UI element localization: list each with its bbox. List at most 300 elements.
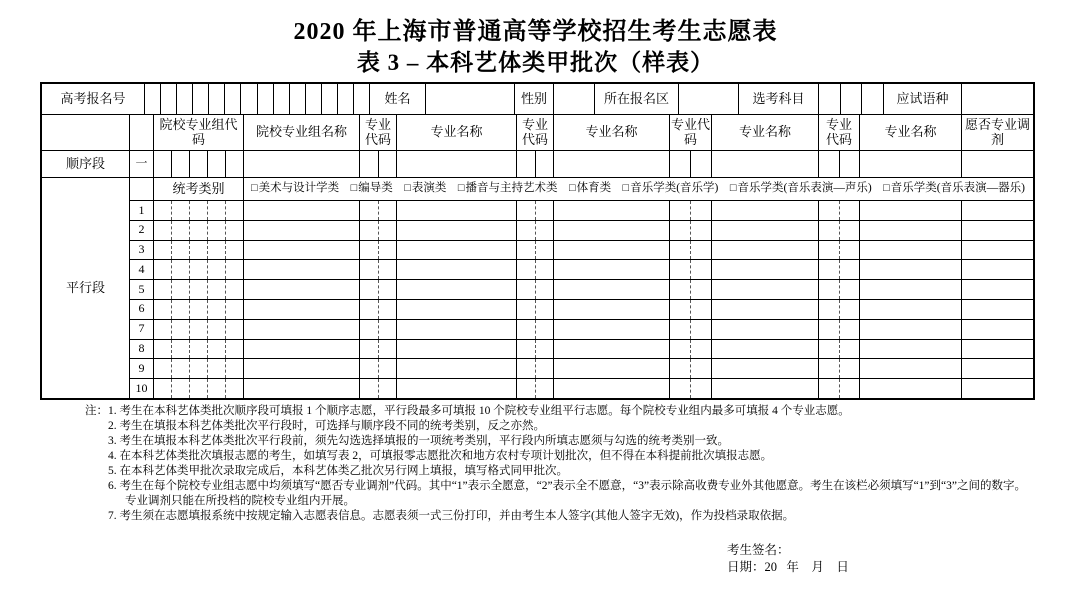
major-code-cell <box>517 241 554 260</box>
major-name-cell[interactable] <box>712 340 819 359</box>
sequence-major-name-cell[interactable] <box>860 151 962 177</box>
major-code-digit-box[interactable] <box>819 241 840 260</box>
sequence-major-name-cell[interactable] <box>397 151 517 177</box>
group-code-digit-box[interactable] <box>190 260 208 279</box>
major-code-digit-box[interactable] <box>517 359 536 378</box>
major-name-cell[interactable] <box>860 379 962 398</box>
group-code-digit-box[interactable] <box>226 359 243 378</box>
major-code-digit-box[interactable] <box>691 320 711 339</box>
group-code-digit-box[interactable] <box>208 241 226 260</box>
major-code-digit-box[interactable] <box>536 151 554 177</box>
group-code-digit-box[interactable] <box>154 359 172 378</box>
major-code-digit-box[interactable] <box>691 241 711 260</box>
group-code-digit-box[interactable] <box>154 241 172 260</box>
adjustment-cell[interactable] <box>962 280 1033 299</box>
major-code-digit-box[interactable] <box>360 300 379 319</box>
major-code-digit-box[interactable] <box>819 359 840 378</box>
header-spacer-left <box>42 115 130 150</box>
major-code-digit-box[interactable] <box>840 320 860 339</box>
major-code-digit-box[interactable] <box>360 320 379 339</box>
sequence-major-code-cell <box>819 151 860 177</box>
group-code-digit-box[interactable] <box>190 320 208 339</box>
major-name-cell[interactable] <box>397 320 517 339</box>
group-name-cell[interactable] <box>244 340 360 359</box>
major-name-cell[interactable] <box>712 379 819 398</box>
major-code-cell <box>360 201 397 220</box>
major-name-cell[interactable] <box>860 340 962 359</box>
major-code-digit-box[interactable] <box>360 201 379 220</box>
sequence-adjustment-cell[interactable] <box>962 151 1033 177</box>
group-code-digit-box[interactable] <box>226 221 243 240</box>
group-code-digit-box[interactable] <box>190 241 208 260</box>
group-name-cell[interactable] <box>244 379 360 398</box>
language-label: 应试语种 <box>884 84 962 114</box>
major-code-digit-box[interactable] <box>840 359 860 378</box>
major-name-cell[interactable] <box>554 241 670 260</box>
gender-field[interactable] <box>554 84 595 114</box>
reg-no-digit-box[interactable] <box>145 84 161 114</box>
exam-type-option <box>458 182 558 195</box>
major-code-digit-box[interactable] <box>360 260 379 279</box>
major-code-digit-box[interactable] <box>691 379 711 398</box>
major-code-digit-box[interactable] <box>670 201 691 220</box>
reg-no-digit-box[interactable] <box>241 84 257 114</box>
major-code-digit-box[interactable] <box>536 300 554 319</box>
major-code-digit-box[interactable] <box>379 359 397 378</box>
name-field[interactable] <box>426 84 515 114</box>
group-code-cell <box>154 340 244 359</box>
major-code-digit-box[interactable] <box>379 300 397 319</box>
major-code-digit-box[interactable] <box>360 359 379 378</box>
major-name-cell[interactable] <box>397 260 517 279</box>
header-major-code-1: 专业代码 <box>360 115 397 150</box>
major-name-cell[interactable] <box>554 320 670 339</box>
major-code-cell <box>360 241 397 260</box>
reg-no-digit-box[interactable] <box>322 84 338 114</box>
major-code-digit-box[interactable] <box>670 241 691 260</box>
major-code-digit-box[interactable] <box>517 151 536 177</box>
major-name-cell[interactable] <box>860 300 962 319</box>
major-name-cell[interactable] <box>397 340 517 359</box>
group-code-digit-box[interactable] <box>172 221 190 240</box>
group-code-digit-box[interactable] <box>190 201 208 220</box>
major-code-cell <box>360 221 397 240</box>
major-code-digit-box[interactable] <box>819 221 840 240</box>
header-major-name-4: 专业名称 <box>860 115 962 150</box>
group-code-digit-box[interactable] <box>190 300 208 319</box>
language-field[interactable] <box>962 84 1033 114</box>
parallel-body <box>130 178 1033 398</box>
group-code-digit-box[interactable] <box>190 359 208 378</box>
adjustment-cell[interactable] <box>962 241 1033 260</box>
major-name-cell[interactable] <box>397 201 517 220</box>
adjustment-cell[interactable] <box>962 260 1033 279</box>
reg-no-digit-box[interactable] <box>258 84 274 114</box>
subject-box[interactable] <box>819 84 841 114</box>
checkbox-icon[interactable]: □ <box>251 182 258 195</box>
major-code-digit-box[interactable] <box>819 280 840 299</box>
major-code-digit-box[interactable] <box>536 241 554 260</box>
major-code-digit-box[interactable] <box>536 320 554 339</box>
major-code-digit-box[interactable] <box>379 241 397 260</box>
major-code-cell <box>517 340 554 359</box>
major-name-cell[interactable] <box>397 221 517 240</box>
header-adjustment: 愿否专业调剂 <box>964 116 1030 147</box>
major-code-digit-box[interactable] <box>819 300 840 319</box>
major-name-cell[interactable] <box>397 359 517 378</box>
major-code-digit-box[interactable] <box>517 300 536 319</box>
exam-type-option <box>569 182 611 195</box>
major-name-cell[interactable] <box>712 201 819 220</box>
major-code-digit-box[interactable] <box>536 340 554 359</box>
subject-box[interactable] <box>841 84 863 114</box>
notes-list <box>108 404 1037 524</box>
group-code-digit-box[interactable] <box>172 241 190 260</box>
major-name-cell[interactable] <box>397 300 517 319</box>
major-code-digit-box[interactable] <box>536 359 554 378</box>
major-code-digit-box[interactable] <box>691 340 711 359</box>
major-code-digit-box[interactable] <box>360 151 379 177</box>
group-code-digit-box[interactable] <box>226 300 243 319</box>
reg-no-digit-box[interactable] <box>338 84 354 114</box>
major-name-cell[interactable] <box>554 379 670 398</box>
major-code-digit-box[interactable] <box>379 320 397 339</box>
major-name-cell[interactable] <box>712 300 819 319</box>
major-code-digit-box[interactable] <box>517 280 536 299</box>
major-code-digit-box[interactable] <box>517 340 536 359</box>
major-code-digit-box[interactable] <box>670 280 691 299</box>
major-code-cell <box>819 221 860 240</box>
major-code-digit-box[interactable] <box>840 241 860 260</box>
parallel-row <box>130 320 1033 340</box>
checkbox-icon[interactable]: □ <box>729 182 737 195</box>
group-code-digit-box[interactable] <box>226 340 243 359</box>
major-code-digit-box[interactable] <box>691 300 711 319</box>
major-code-digit-box[interactable] <box>670 379 691 398</box>
group-code-digit-box[interactable] <box>172 151 190 177</box>
major-code-cell <box>517 379 554 398</box>
major-code-digit-box[interactable] <box>840 221 860 240</box>
major-name-cell[interactable] <box>554 340 670 359</box>
major-code-digit-box[interactable] <box>379 201 397 220</box>
major-code-digit-box[interactable] <box>379 260 397 279</box>
group-code-digit-box[interactable] <box>226 379 243 398</box>
group-code-digit-box[interactable] <box>208 280 226 299</box>
major-code-digit-box[interactable] <box>840 260 860 279</box>
sequence-major-code-cell <box>360 151 397 177</box>
group-code-digit-box[interactable] <box>154 201 172 220</box>
adjustment-cell[interactable] <box>962 201 1033 220</box>
major-code-cell <box>819 340 860 359</box>
major-code-digit-box[interactable] <box>536 260 554 279</box>
reg-no-digit-box[interactable] <box>193 84 209 114</box>
group-code-digit-box[interactable] <box>226 260 243 279</box>
exam-type-option-label: 播音与主持艺术类 <box>465 182 558 195</box>
group-code-cell <box>154 300 244 319</box>
adjustment-cell[interactable] <box>962 379 1033 398</box>
reg-no-digit-box[interactable] <box>274 84 290 114</box>
major-code-cell <box>819 320 860 339</box>
group-name-cell[interactable] <box>244 221 360 240</box>
reg-no-digit-box[interactable] <box>209 84 225 114</box>
sequence-major-name-cell[interactable] <box>554 151 670 177</box>
group-code-digit-box[interactable] <box>226 320 243 339</box>
major-code-digit-box[interactable] <box>840 151 860 177</box>
major-code-digit-box[interactable] <box>840 280 860 299</box>
group-code-digit-box[interactable] <box>154 320 172 339</box>
major-code-digit-box[interactable] <box>360 379 379 398</box>
major-name-cell[interactable] <box>554 201 670 220</box>
exam-type-option-label: 表演类 <box>411 182 447 195</box>
major-code-cell <box>360 320 397 339</box>
major-code-cell <box>670 260 712 279</box>
major-code-digit-box[interactable] <box>379 280 397 299</box>
group-code-digit-box[interactable] <box>154 221 172 240</box>
group-code-digit-box[interactable] <box>190 221 208 240</box>
group-code-digit-box[interactable] <box>172 280 190 299</box>
group-name-cell[interactable] <box>244 201 360 220</box>
reg-no-digit-box[interactable] <box>354 84 369 114</box>
group-code-digit-box[interactable] <box>208 221 226 240</box>
major-code-digit-box[interactable] <box>517 221 536 240</box>
major-code-digit-box[interactable] <box>379 340 397 359</box>
major-code-digit-box[interactable] <box>840 201 860 220</box>
major-code-digit-box[interactable] <box>517 260 536 279</box>
group-code-digit-box[interactable] <box>190 340 208 359</box>
major-code-cell <box>819 300 860 319</box>
parallel-row <box>130 241 1033 261</box>
exam-type-row <box>130 178 1033 201</box>
group-name-cell[interactable] <box>244 260 360 279</box>
major-name-cell[interactable] <box>712 221 819 240</box>
major-name-cell[interactable] <box>860 320 962 339</box>
major-code-cell <box>517 260 554 279</box>
group-code-digit-box[interactable] <box>226 241 243 260</box>
checkbox-icon[interactable]: □ <box>404 182 411 195</box>
group-code-cell <box>154 359 244 378</box>
major-code-digit-box[interactable] <box>360 280 379 299</box>
group-code-digit-box[interactable] <box>154 260 172 279</box>
major-code-cell <box>670 241 712 260</box>
group-code-digit-box[interactable] <box>172 320 190 339</box>
sequence-group-name-cell[interactable] <box>244 151 360 177</box>
checkbox-icon[interactable]: □ <box>350 182 358 195</box>
major-name-cell[interactable] <box>860 260 962 279</box>
group-code-digit-box[interactable] <box>154 151 172 177</box>
exam-type-option-label: 编导类 <box>358 182 393 195</box>
major-code-digit-box[interactable] <box>691 359 711 378</box>
major-code-cell <box>517 280 554 299</box>
group-code-digit-box[interactable] <box>154 300 172 319</box>
volunteer-table <box>40 82 1035 400</box>
group-code-digit-box[interactable] <box>208 201 226 220</box>
major-code-digit-box[interactable] <box>691 201 711 220</box>
major-name-cell[interactable] <box>860 241 962 260</box>
major-name-cell[interactable] <box>712 260 819 279</box>
parallel-row <box>130 201 1033 221</box>
checkbox-icon[interactable]: □ <box>568 182 576 195</box>
major-code-digit-box[interactable] <box>517 201 536 220</box>
sequence-major-name-cell[interactable] <box>712 151 819 177</box>
parallel-row <box>130 379 1033 398</box>
group-name-cell[interactable] <box>244 300 360 319</box>
major-code-digit-box[interactable] <box>379 151 397 177</box>
group-code-digit-box[interactable] <box>190 151 208 177</box>
group-code-digit-box[interactable] <box>226 201 243 220</box>
major-code-digit-box[interactable] <box>670 359 691 378</box>
major-name-cell[interactable] <box>554 221 670 240</box>
group-code-digit-box[interactable] <box>208 340 226 359</box>
group-name-cell[interactable] <box>244 359 360 378</box>
subject-box[interactable] <box>862 84 883 114</box>
group-code-digit-box[interactable] <box>208 359 226 378</box>
major-code-digit-box[interactable] <box>819 201 840 220</box>
major-code-digit-box[interactable] <box>360 340 379 359</box>
group-code-digit-box[interactable] <box>208 320 226 339</box>
major-name-cell[interactable] <box>860 280 962 299</box>
major-name-cell[interactable] <box>712 320 819 339</box>
group-code-digit-box[interactable] <box>226 280 243 299</box>
major-name-cell[interactable] <box>554 280 670 299</box>
major-code-digit-box[interactable] <box>819 260 840 279</box>
group-code-digit-box[interactable] <box>172 300 190 319</box>
reg-no-boxes <box>145 84 370 114</box>
major-code-digit-box[interactable] <box>670 300 691 319</box>
major-code-cell <box>517 320 554 339</box>
major-code-digit-box[interactable] <box>517 379 536 398</box>
exam-type-option-label: 音乐学类(音乐表演—声乐) <box>737 182 872 195</box>
exam-type-option-label: 音乐学类(音乐表演—器乐) <box>890 182 1025 195</box>
major-code-digit-box[interactable] <box>840 300 860 319</box>
signature-label: 考生签名： <box>727 543 790 557</box>
reg-no-digit-box[interactable] <box>177 84 193 114</box>
group-code-digit-box[interactable] <box>190 379 208 398</box>
group-code-digit-box[interactable] <box>172 379 190 398</box>
major-code-cell <box>670 300 712 319</box>
major-code-digit-box[interactable] <box>360 221 379 240</box>
major-name-cell[interactable] <box>554 260 670 279</box>
major-name-cell[interactable] <box>860 201 962 220</box>
header-major-name-2: 专业名称 <box>554 115 670 150</box>
major-name-cell[interactable] <box>860 359 962 378</box>
major-code-digit-box[interactable] <box>670 260 691 279</box>
major-name-cell[interactable] <box>712 359 819 378</box>
parallel-row <box>130 280 1033 300</box>
adjustment-cell[interactable] <box>962 221 1033 240</box>
reg-no-digit-box[interactable] <box>161 84 177 114</box>
major-code-digit-box[interactable] <box>691 221 711 240</box>
major-code-digit-box[interactable] <box>517 320 536 339</box>
major-code-digit-box[interactable] <box>670 221 691 240</box>
group-code-digit-box[interactable] <box>208 300 226 319</box>
major-code-digit-box[interactable] <box>379 221 397 240</box>
checkbox-icon[interactable]: □ <box>622 182 630 195</box>
major-code-digit-box[interactable] <box>670 151 691 177</box>
exam-row-spacer <box>130 178 154 200</box>
adjustment-cell[interactable] <box>962 340 1033 359</box>
major-code-cell <box>670 359 712 378</box>
group-code-digit-box[interactable] <box>154 379 172 398</box>
header-group-code: 院校专业组代码 <box>154 115 244 150</box>
group-code-digit-box[interactable] <box>208 151 226 177</box>
major-code-digit-box[interactable] <box>819 379 840 398</box>
major-name-cell[interactable] <box>554 359 670 378</box>
group-code-digit-box[interactable] <box>172 201 190 220</box>
major-code-digit-box[interactable] <box>670 340 691 359</box>
group-code-digit-box[interactable] <box>226 151 243 177</box>
major-code-digit-box[interactable] <box>819 340 840 359</box>
major-code-digit-box[interactable] <box>517 241 536 260</box>
group-code-digit-box[interactable] <box>154 280 172 299</box>
reg-no-digit-box[interactable] <box>225 84 241 114</box>
header-major-name-3: 专业名称 <box>712 115 819 150</box>
major-name-cell[interactable] <box>712 280 819 299</box>
major-code-cell <box>360 379 397 398</box>
major-name-cell[interactable] <box>397 280 517 299</box>
major-code-digit-box[interactable] <box>819 320 840 339</box>
major-code-digit-box[interactable] <box>691 260 711 279</box>
major-code-digit-box[interactable] <box>379 379 397 398</box>
major-code-digit-box[interactable] <box>536 379 554 398</box>
group-name-cell[interactable] <box>244 241 360 260</box>
reg-no-digit-box[interactable] <box>306 84 322 114</box>
major-code-digit-box[interactable] <box>691 151 711 177</box>
major-code-digit-box[interactable] <box>840 379 860 398</box>
major-code-cell <box>360 260 397 279</box>
parallel-section <box>42 178 1033 398</box>
checkbox-icon[interactable]: □ <box>457 182 465 195</box>
parallel-row <box>130 359 1033 379</box>
major-code-digit-box[interactable] <box>670 320 691 339</box>
major-name-cell[interactable] <box>554 300 670 319</box>
exam-type-label: 统考类别 <box>154 178 244 200</box>
group-code-digit-box[interactable] <box>172 340 190 359</box>
note-item: 4. 在本科艺体类批次填报志愿的考生，如填写表 2，可填报零志愿批次和地方农村专项计划批次，但不得在本科提前批次填报志愿。 <box>108 450 773 462</box>
major-code-cell <box>670 320 712 339</box>
group-name-cell[interactable] <box>244 320 360 339</box>
major-code-digit-box[interactable] <box>691 280 711 299</box>
district-field[interactable] <box>679 84 739 114</box>
major-name-cell[interactable] <box>860 221 962 240</box>
major-code-digit-box[interactable] <box>360 241 379 260</box>
adjustment-cell[interactable] <box>962 300 1033 319</box>
checkbox-icon[interactable]: □ <box>883 182 890 195</box>
major-code-digit-box[interactable] <box>840 340 860 359</box>
group-code-digit-box[interactable] <box>172 359 190 378</box>
group-code-digit-box[interactable] <box>190 280 208 299</box>
major-code-cell <box>517 201 554 220</box>
major-code-digit-box[interactable] <box>536 221 554 240</box>
group-code-digit-box[interactable] <box>208 379 226 398</box>
major-code-digit-box[interactable] <box>536 280 554 299</box>
parallel-row <box>130 300 1033 320</box>
major-name-cell[interactable] <box>712 241 819 260</box>
major-code-digit-box[interactable] <box>536 201 554 220</box>
adjustment-cell[interactable] <box>962 320 1033 339</box>
note-item: 5. 在本科艺体类甲批次录取完成后，本科艺体类乙批次另行网上填报，填写格式同甲批次。 <box>108 465 568 477</box>
reg-no-digit-box[interactable] <box>290 84 306 114</box>
group-code-digit-box[interactable] <box>172 260 190 279</box>
major-code-cell <box>670 201 712 220</box>
exam-type-option-label: 体育类 <box>576 182 612 195</box>
major-name-cell[interactable] <box>397 241 517 260</box>
adjustment-cell[interactable] <box>962 359 1033 378</box>
major-code-digit-box[interactable] <box>819 151 840 177</box>
group-name-cell[interactable] <box>244 280 360 299</box>
group-code-digit-box[interactable] <box>154 340 172 359</box>
group-code-digit-box[interactable] <box>208 260 226 279</box>
major-name-cell[interactable] <box>397 379 517 398</box>
